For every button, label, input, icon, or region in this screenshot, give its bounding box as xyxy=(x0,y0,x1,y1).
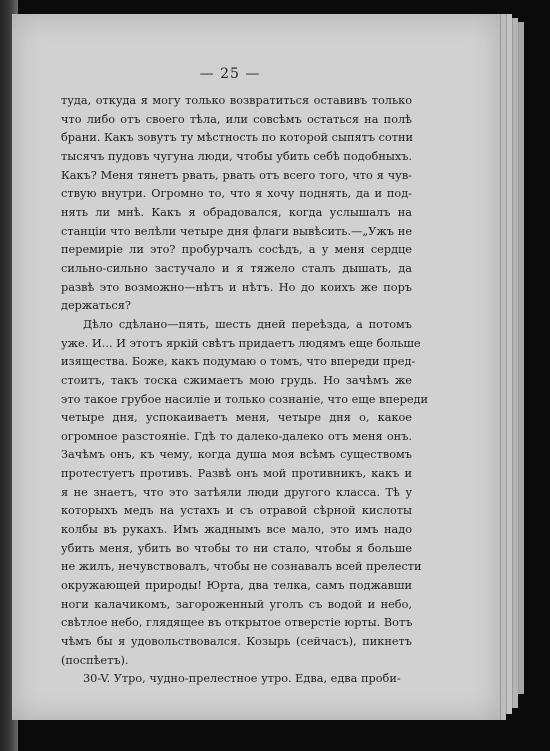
page-edge xyxy=(500,14,506,720)
text-line: Зачѣмъ онъ, къ чему, когда душа моя всѣмъ существомъ xyxy=(61,448,412,462)
page-number: — 25 — xyxy=(199,66,261,82)
text-line: Какъ? Меня тянетъ рвать, рвать отъ всего того, что я чув- xyxy=(61,168,412,182)
text-line: протестуетъ противъ. Развѣ онъ мой противникъ, какъ и xyxy=(61,467,412,481)
text-line: станціи что велѣли четыре дня флаги вывѣсить.—„Ужъ не xyxy=(61,224,412,238)
text-line: Дѣло сдѣлано—пять, шесть дней переѣзда, а потомъ xyxy=(83,317,412,331)
text-line: развѣ это возможно—нѣтъ и нѣтъ. Но до коихъ же поръ xyxy=(61,280,412,294)
text-line: брани. Какъ зовутъ ту мѣстность по которой сыпятъ сотни xyxy=(61,131,414,145)
text-line: которыхъ медъ на устахъ и съ отравой сѣрной кислоты xyxy=(61,504,412,518)
text-line: не жилъ, нечувствовалъ, чтобы не сознавалъ всей прелести xyxy=(61,560,422,574)
text-line: стоитъ, такъ тоска сжимаетъ мою грудь. Но зачѣмъ же xyxy=(61,373,412,387)
text-line: убить меня, убить во чтобы то ни стало, чтобы я больше xyxy=(61,541,412,555)
text-line: нять ли мнѣ. Какъ я обрадовался, когда услышалъ на xyxy=(61,205,412,219)
page-edge xyxy=(518,22,524,694)
text-line: колбы въ рукахъ. Имъ жаднымъ все мало, это имъ надо xyxy=(61,523,412,537)
text-line: туда, откуда я могу только возвратиться оставивъ только xyxy=(61,94,412,107)
text-line: перемиріе ли это? пробурчалъ сосѣдъ, а у меня сердце xyxy=(61,243,412,257)
text-line: окружающей природы! Юрта, два телка, самъ поджавши xyxy=(61,579,412,593)
text-line: ноги калачикомъ, загороженный уголъ съ водой и небо, xyxy=(61,597,412,611)
text-line: 30-V. Утро, чудно-прелестное утро. Едва, едва проби- xyxy=(83,672,401,686)
page-edge xyxy=(506,14,512,714)
text-line: (поспѣетъ). xyxy=(61,653,129,667)
body-text xyxy=(61,92,429,689)
text-line: свѣтлое небо, глядящее въ открытое отверстіе юрты. Вотъ xyxy=(61,616,413,630)
text-line: огромное разстояніе. Гдѣ то далеко-далеко отъ меня онъ. xyxy=(61,429,412,443)
text-line: тысячъ пудовъ чугуна люди, чтобы убить себѣ подобныхъ. xyxy=(61,149,412,163)
text-line: держаться? xyxy=(61,299,131,313)
text-line: изящества. Боже, какъ подумаю о томъ, что впереди пред- xyxy=(61,355,416,369)
text-line: что либо отъ своего тѣла, или совсѣмъ остаться на полѣ xyxy=(61,112,412,126)
text-line: я не знаетъ, что это затѣяли люди другого класса. Тѣ у xyxy=(61,485,412,499)
text-line: ствую внутри. Огромно то, что я хочу поднять, да и под- xyxy=(61,187,412,201)
page-edge xyxy=(512,18,518,708)
text-line: четыре дня, успокаиваетъ меня, четыре дня о, какое xyxy=(61,411,412,425)
text-line: это такое грубое насиліе и только сознаніе, что еще впереди xyxy=(61,392,429,406)
text-line: уже. И... И этотъ яркій свѣтъ придаетъ людямъ еще больше xyxy=(61,336,421,350)
text-line: сильно-сильно застучало и я тяжело сталъ дышать, да xyxy=(61,261,412,275)
text-line: чѣмъ бы я удовольствовался. Козырь (сейчасъ), пикнетъ xyxy=(61,635,412,649)
